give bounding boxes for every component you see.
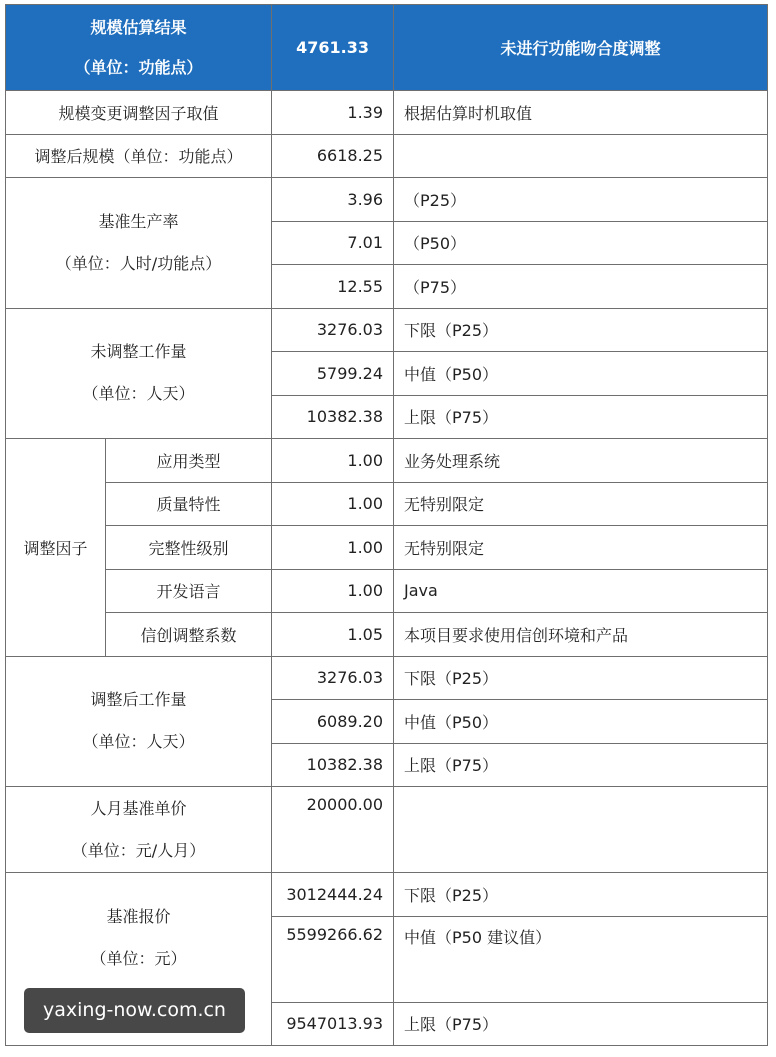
group-label-line2: （单位：人天） xyxy=(82,384,195,404)
group-label-line2: （单位：元/人月） xyxy=(71,840,206,860)
row-value: 3.96 xyxy=(272,178,394,222)
factor-name: 应用类型 xyxy=(106,439,272,483)
group-label-line1: 人月基准单价 xyxy=(90,798,187,818)
row-label: 规模变更调整因子取值 xyxy=(6,91,272,135)
row-note: 上限（P75） xyxy=(394,743,768,787)
row-value: 20000.00 xyxy=(272,787,394,873)
row-note: 中值（P50） xyxy=(394,700,768,744)
table-row xyxy=(6,613,768,657)
header-row xyxy=(6,5,768,91)
factor-name: 完整性级别 xyxy=(106,526,272,570)
row-value: 3276.03 xyxy=(272,308,394,352)
header-scale-line2: （单位：功能点） xyxy=(74,57,203,77)
row-note: 无特别限定 xyxy=(394,526,768,570)
table-row xyxy=(6,569,768,613)
factor-name: 信创调整系数 xyxy=(106,613,272,657)
row-value: 5599266.62 xyxy=(272,916,394,1002)
row-value: 12.55 xyxy=(272,265,394,309)
row-value: 1.05 xyxy=(272,613,394,657)
table-row xyxy=(6,308,768,352)
group-label-line1: 调整后工作量 xyxy=(90,690,187,710)
row-note: （P75） xyxy=(394,265,768,309)
row-value: 5799.24 xyxy=(272,352,394,396)
group-label-line2: （单位：人时/功能点） xyxy=(55,253,222,273)
factor-name: 开发语言 xyxy=(106,569,272,613)
row-note: 下限（P25） xyxy=(394,873,768,917)
group-label-line1: 基准报价 xyxy=(106,907,171,926)
watermark: yaxing-now.com.cn xyxy=(24,988,245,1033)
row-note: （P25） xyxy=(394,178,768,222)
row-value: 10382.38 xyxy=(272,395,394,439)
table-row xyxy=(6,482,768,526)
row-note: 无特别限定 xyxy=(394,482,768,526)
group-label-line2: （单位：人天） xyxy=(82,732,195,752)
table-row xyxy=(6,439,768,483)
group-label-adjusted-effort xyxy=(6,656,272,787)
row-note: 根据估算时机取值 xyxy=(394,91,768,135)
header-scale-label xyxy=(6,5,272,91)
row-label: 调整后规模（单位：功能点） xyxy=(6,134,272,178)
row-note: 中值（P50 建议值） xyxy=(394,916,768,1002)
row-note: 本项目要求使用信创环境和产品 xyxy=(394,613,768,657)
table-row xyxy=(6,526,768,570)
row-note: 业务处理系统 xyxy=(394,439,768,483)
row-value: 1.39 xyxy=(272,91,394,135)
row-note: 下限（P25） xyxy=(394,656,768,700)
row-value: 10382.38 xyxy=(272,743,394,787)
row-value: 3276.03 xyxy=(272,656,394,700)
row-note: Java xyxy=(394,569,768,613)
group-label-unit-price xyxy=(6,787,272,873)
row-value: 1.00 xyxy=(272,439,394,483)
header-note: 未进行功能吻合度调整 xyxy=(394,5,768,91)
row-note: 下限（P25） xyxy=(394,308,768,352)
row-note xyxy=(394,787,768,873)
table-row xyxy=(6,178,768,222)
row-value: 1.00 xyxy=(272,569,394,613)
row-value: 9547013.93 xyxy=(272,1002,394,1046)
table-row xyxy=(6,787,768,873)
row-value: 7.01 xyxy=(272,221,394,265)
row-value: 6618.25 xyxy=(272,134,394,178)
group-label-line1: 基准生产率 xyxy=(98,211,179,231)
table-row xyxy=(6,91,768,135)
estimate-table xyxy=(5,4,768,1046)
header-scale-line1: 规模估算结果 xyxy=(90,17,187,37)
row-value: 6089.20 xyxy=(272,700,394,744)
row-note: 上限（P75） xyxy=(394,395,768,439)
row-value: 1.00 xyxy=(272,482,394,526)
header-scale-value: 4761.33 xyxy=(272,5,394,91)
row-value: 1.00 xyxy=(272,526,394,570)
table-row xyxy=(6,873,768,917)
table-row xyxy=(6,656,768,700)
row-note xyxy=(394,134,768,178)
row-note: 上限（P75） xyxy=(394,1002,768,1046)
row-note: 中值（P50） xyxy=(394,352,768,396)
group-label-adjust-factors: 调整因子 xyxy=(6,439,106,657)
row-value: 3012444.24 xyxy=(272,873,394,917)
table-row xyxy=(6,134,768,178)
group-label-line1: 未调整工作量 xyxy=(90,342,187,362)
row-note: （P50） xyxy=(394,221,768,265)
group-label-productivity xyxy=(6,178,272,309)
group-label-unadjusted-effort xyxy=(6,308,272,439)
group-label-line2: （单位：元） xyxy=(90,949,187,968)
factor-name: 质量特性 xyxy=(106,482,272,526)
